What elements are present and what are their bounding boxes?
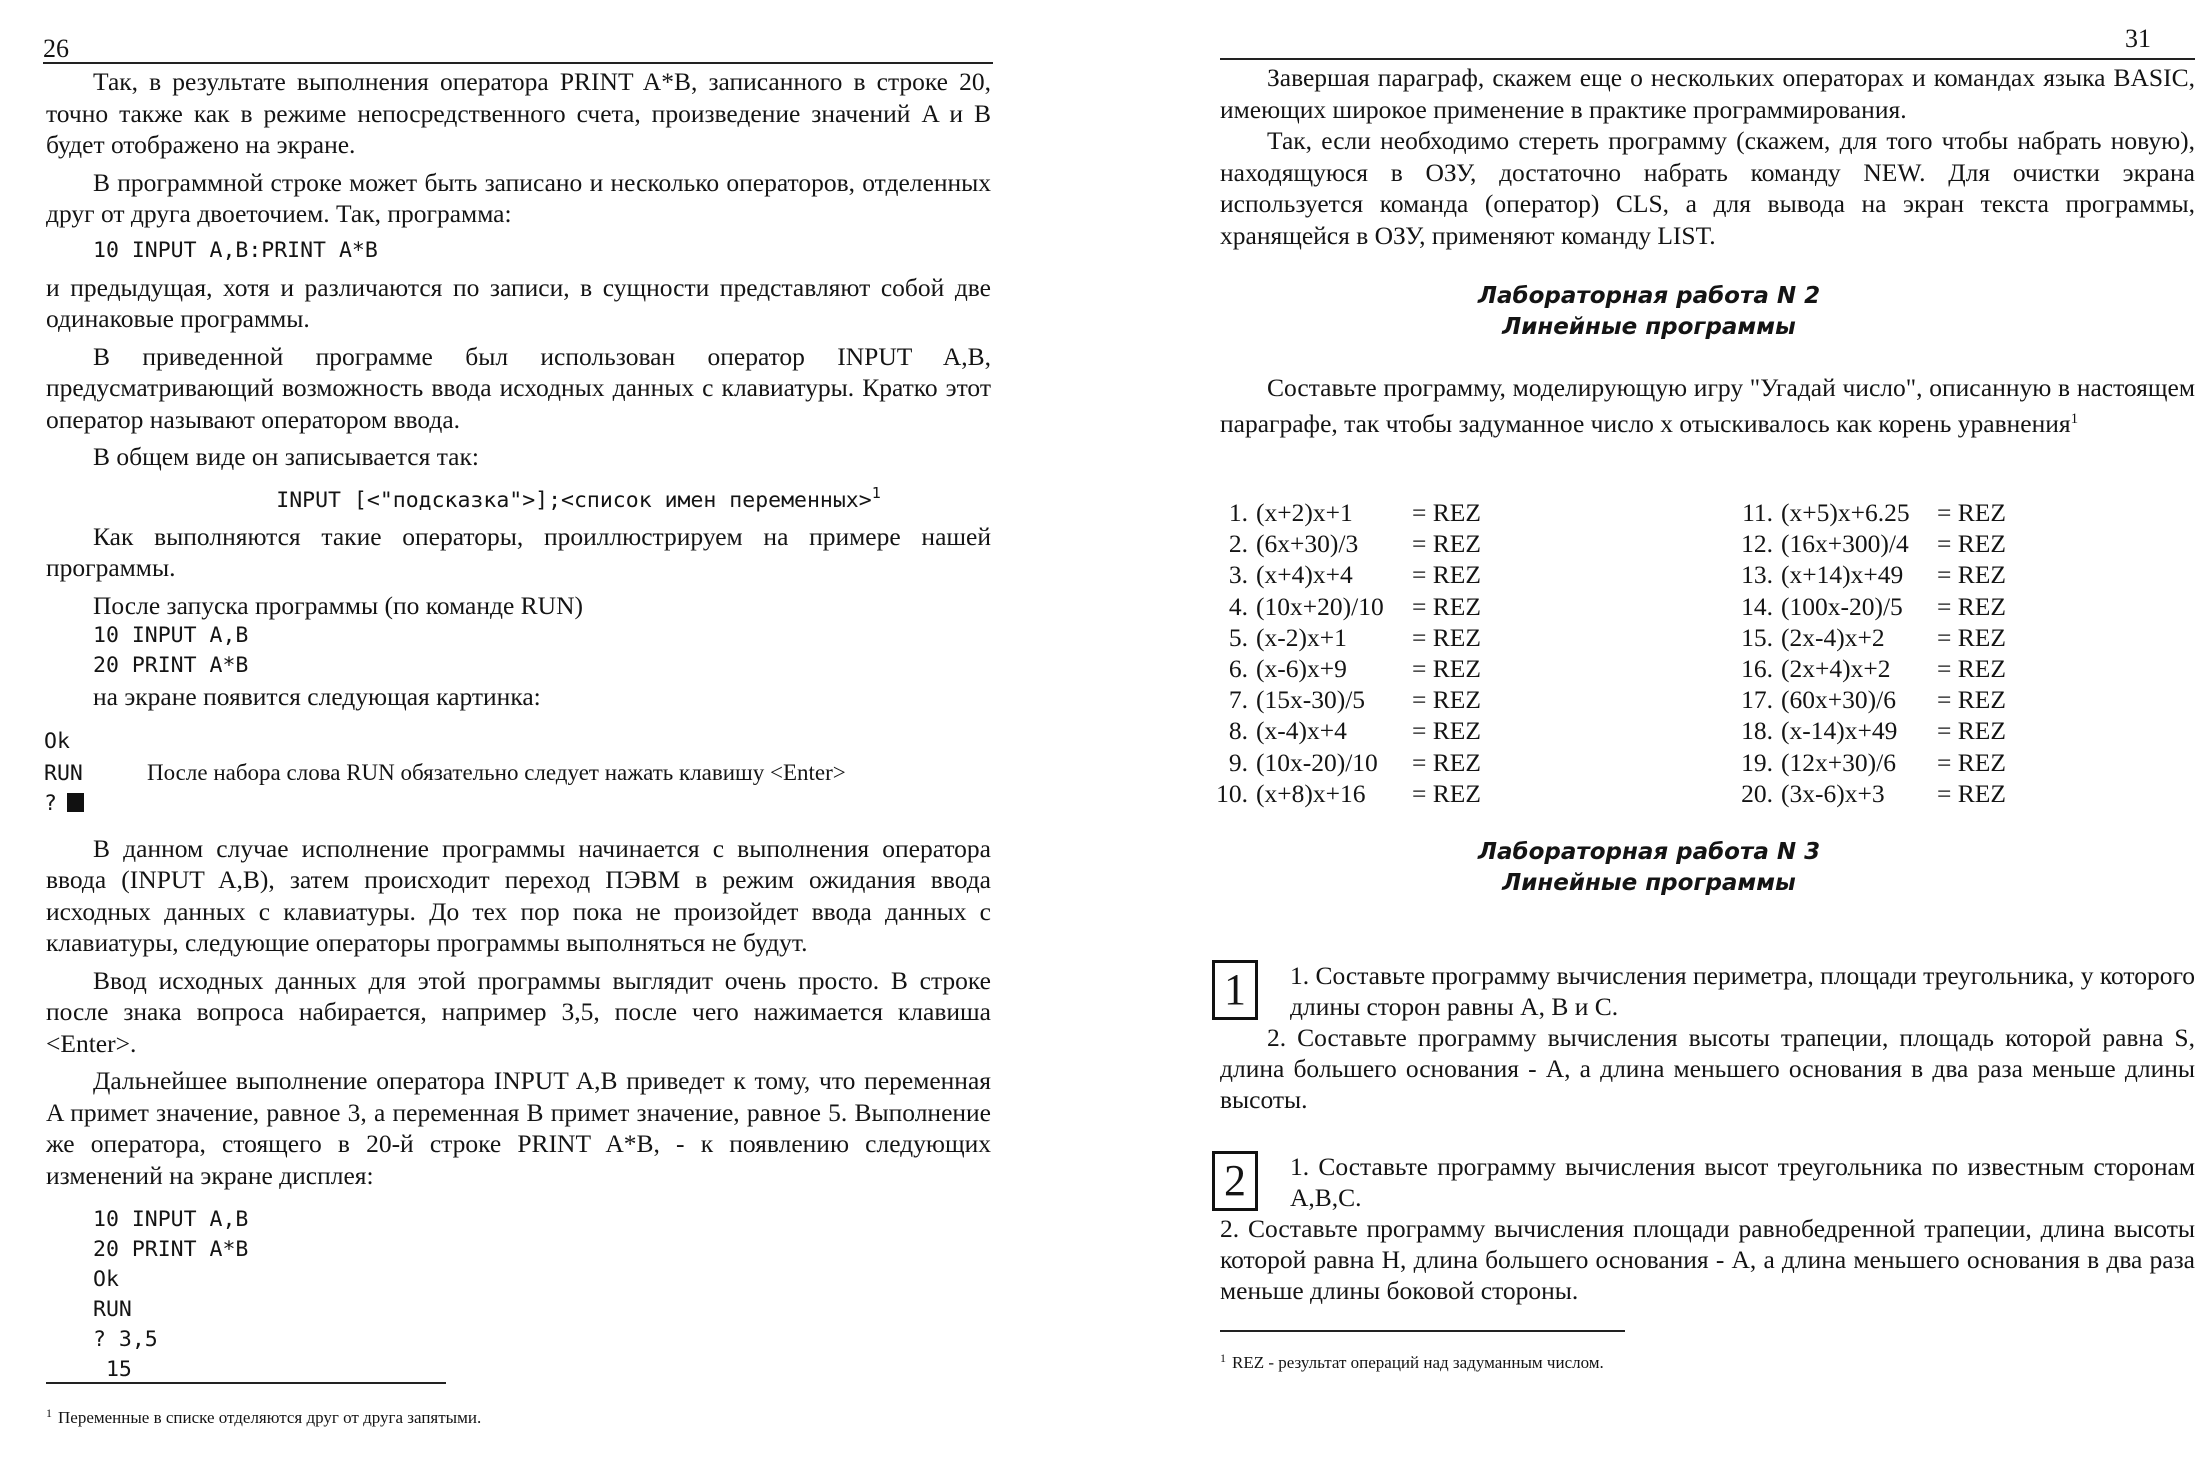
code-line: 10 INPUT A,B:PRINT A*B xyxy=(93,237,378,263)
equation-number: 8. xyxy=(1228,716,1248,746)
equation-expression: (x+14)x+49 xyxy=(1781,560,1904,590)
lab2-subtitle: Линейные программы xyxy=(1502,314,1796,340)
equation-number: 15. xyxy=(1741,622,1773,652)
equation-row xyxy=(1725,747,2006,778)
paragraph: Как выполняются такие операторы, проиллюстрируем на примере нашей программы. xyxy=(46,521,991,582)
equation-row xyxy=(1725,528,2006,559)
code-line: Ok xyxy=(93,1267,119,1292)
paragraph: Ввод исходных данных для этой программы выглядит очень просто. В строке после знака вопроса набирается, например 3,5, после чего нажимается клавиша <Enter>. xyxy=(46,965,991,1058)
code-line: 10 INPUT A,B xyxy=(93,1207,249,1232)
page-number: 31 xyxy=(2125,24,2151,53)
footnote xyxy=(1220,1347,1604,1374)
paragraph: После запуска программы (по команде RUN) xyxy=(93,590,584,620)
paragraph: В программной строке может быть записано и несколько операторов, отделенных друг от друга двоеточием. Так, программа: xyxy=(46,167,991,228)
equation-row xyxy=(1200,715,1481,746)
equation-expression: (16x+300)/4 xyxy=(1781,529,1909,559)
equation-result: = REZ xyxy=(1937,685,2006,715)
equation-expression: (x+5)x+6.25 xyxy=(1781,498,1910,527)
equation-row xyxy=(1200,497,1481,528)
equation-number: 13. xyxy=(1741,560,1773,590)
footnote-text: REZ - результат операций над задуманным числом. xyxy=(1232,1353,1604,1372)
task: 2. Составьте программу вычисления высоты трапеции, площадь которой равна S, длина большего основания - A, а длина меньшего основания в два раза меньше длины высоты. xyxy=(1220,1023,2195,1114)
paragraph: Завершая параграф, скажем еще о нескольких операторах и командах языка BASIC, имеющих широкое применение в практике программирования. xyxy=(1220,63,2195,124)
equation-expression: (x+2)x+1 xyxy=(1256,498,1353,527)
equation-row xyxy=(1200,747,1481,778)
equation-number: 1. xyxy=(1228,498,1248,527)
code-line: 20 PRINT A*B xyxy=(93,1237,249,1262)
equation-expression: (x+4)x+4 xyxy=(1256,560,1353,590)
equation-result: = REZ xyxy=(1412,654,1481,684)
equation-result: = REZ xyxy=(1412,498,1481,527)
equation-number: 19. xyxy=(1741,747,1773,777)
equation-number: 9. xyxy=(1228,747,1248,777)
equation-result: = REZ xyxy=(1412,591,1481,621)
equation-number: 3. xyxy=(1228,560,1248,590)
cursor-icon xyxy=(67,793,84,812)
lab2-heading xyxy=(1100,281,2198,343)
screen-run-row xyxy=(44,757,991,789)
equation-number: 10. xyxy=(1216,778,1248,808)
syntax-line xyxy=(46,473,991,521)
right-page xyxy=(1100,0,2198,1473)
equation-row xyxy=(1725,715,2006,746)
equation-row xyxy=(1200,528,1481,559)
lab3-subtitle: Линейные программы xyxy=(1502,870,1796,896)
equation-row xyxy=(1200,591,1481,622)
paragraph: В приведенной программе был использован оператор INPUT A,B, предусматривающий возможность ввода исходных данных с клавиатуры. Кратко этот оператор называют оператором ввода. xyxy=(46,341,991,434)
code-line: ? 3,5 xyxy=(93,1327,158,1352)
lab2-task xyxy=(1220,372,2195,439)
equation-expression: (x-14)x+49 xyxy=(1781,716,1898,746)
lab2-title: Лабораторная работа N 2 xyxy=(1477,283,1821,309)
footnote-rule xyxy=(1220,1330,1625,1332)
equation-number: 2. xyxy=(1228,529,1248,559)
equation-row xyxy=(1200,622,1481,653)
paragraph: В данном случае исполнение программы начинается с выполнения оператора ввода (INPUT A,B), затем происходит переход ПЭВМ в режим ожидания ввода исходных данных с клавиатуры. До тех пор пока не произойдет ввода данных с клавиатуры, следующие операторы программы выполняться не будут. xyxy=(46,833,991,957)
paragraph: В общем виде он записывается так: xyxy=(93,442,479,471)
footnote-text: Переменные в списке отделяются друг от друга запятыми. xyxy=(58,1408,482,1427)
equation-expression: (15x-30)/5 xyxy=(1256,685,1366,715)
equation-result: = REZ xyxy=(1937,498,2006,527)
code-line: 10 INPUT A,B xyxy=(93,623,249,648)
equation-row xyxy=(1725,497,2006,528)
equation-expression: (10x-20)/10 xyxy=(1256,747,1378,777)
equation-result: = REZ xyxy=(1412,716,1481,746)
equation-result: = REZ xyxy=(1937,654,2006,684)
header-rule xyxy=(1220,58,2195,60)
equation-result: = REZ xyxy=(1937,560,2006,590)
equation-result: = REZ xyxy=(1412,560,1481,590)
equation-expression: (x-4)x+4 xyxy=(1256,716,1347,746)
intro-text xyxy=(1220,62,2195,251)
header-rule xyxy=(43,62,993,64)
footnote xyxy=(46,1402,481,1429)
equation-row xyxy=(1200,559,1481,590)
screen-note: После набора слова RUN обязательно следует нажать клавишу <Enter> xyxy=(147,759,846,785)
lab3-title: Лабораторная работа N 3 xyxy=(1477,839,1821,865)
screen-ok: Ok xyxy=(44,728,70,754)
equation-row xyxy=(1725,778,2006,809)
equation-number: 17. xyxy=(1741,685,1773,715)
variant-number-box: 1 xyxy=(1212,960,1258,1020)
equation-expression: (x-2)x+1 xyxy=(1256,622,1347,652)
lab3-heading xyxy=(1100,837,2198,899)
page-number: 26 xyxy=(43,34,69,63)
equation-row xyxy=(1725,559,2006,590)
task: 1. Составьте программу вычисления высот треугольника по известным сторонам A,B,C. xyxy=(1290,1152,2195,1212)
equation-number: 11. xyxy=(1742,498,1773,527)
paragraph xyxy=(1220,372,2195,439)
screen-prompt: ? xyxy=(44,790,57,816)
equation-expression: (x-6)x+9 xyxy=(1256,654,1347,684)
equations-right xyxy=(1725,497,2006,809)
paragraph: на экране появится следующая картинка: xyxy=(93,682,541,711)
equation-row xyxy=(1725,684,2006,715)
equation-result: = REZ xyxy=(1412,778,1481,808)
equation-result: = REZ xyxy=(1412,622,1481,652)
equation-number: 6. xyxy=(1228,654,1248,684)
equation-number: 14. xyxy=(1741,591,1773,621)
code-line: 20 PRINT A*B xyxy=(93,653,249,678)
equation-expression: (12x+30)/6 xyxy=(1781,747,1896,777)
equation-number: 16. xyxy=(1741,654,1773,684)
equation-expression: (3x-6)x+3 xyxy=(1781,778,1885,808)
left-page-body xyxy=(46,66,991,1385)
equation-row xyxy=(1725,622,2006,653)
footnote-ref: 1 xyxy=(2070,410,2079,427)
variant1-tasks xyxy=(1220,960,2195,1115)
equation-number: 7. xyxy=(1228,685,1248,715)
code-line: RUN xyxy=(93,1297,132,1322)
paragraph: и предыдущая, хотя и различаются по записи, в сущности представляют собой две одинаковые программы. xyxy=(46,272,991,333)
equations-left xyxy=(1200,497,1481,809)
screen-run: RUN xyxy=(44,760,83,786)
equation-expression: (2x-4)x+2 xyxy=(1781,622,1885,652)
equation-result: = REZ xyxy=(1937,591,2006,621)
equation-expression: (100x-20)/5 xyxy=(1781,591,1903,621)
equation-result: = REZ xyxy=(1937,747,2006,777)
screen-illustration xyxy=(44,727,991,819)
equation-expression: (60x+30)/6 xyxy=(1781,685,1896,715)
equation-row xyxy=(1200,778,1481,809)
task: 2. Составьте программу вычисления площади равнобедренной трапеции, длина высоты которой равна H, длина большего основания - A, а длина меньшего основания в два раза меньше длины боковой стороны. xyxy=(1220,1214,2195,1305)
syntax-text: INPUT [<"подсказка">];<список имен переменных> xyxy=(276,487,872,513)
equation-number: 4. xyxy=(1228,591,1248,621)
lab2-task-text: Составьте программу, моделирующую игру "Угадай число", описанную в настоящем параграфе, так чтобы задуманное число x отыскивалось как корень уравнения xyxy=(1220,373,2195,438)
equation-row xyxy=(1200,684,1481,715)
equation-row xyxy=(1200,653,1481,684)
paragraph: Так, если необходимо стереть программу (скажем, для того чтобы набрать новую), находящуюся в ОЗУ, достаточно набрать команду NEW. Для очистки экрана используется команда (оператор) CLS, а для вывода на экран текста программы, хранящейся в ОЗУ, применяют команду LIST. xyxy=(1220,126,2195,250)
equation-result: = REZ xyxy=(1937,529,2006,559)
variant-number-box: 2 xyxy=(1212,1151,1258,1211)
equation-expression: (10x+20)/10 xyxy=(1256,591,1384,621)
equation-expression: (x+8)x+16 xyxy=(1256,778,1366,808)
equation-number: 5. xyxy=(1228,622,1248,652)
equation-row xyxy=(1725,591,2006,622)
task: 1. Составьте программу вычисления периметра, площади треугольника, у которого длины сторон равны A, B и C. xyxy=(1290,961,2196,1021)
equation-result: = REZ xyxy=(1412,529,1481,559)
equation-result: = REZ xyxy=(1412,685,1481,715)
footnote-mark: 1 xyxy=(46,1406,52,1420)
equation-number: 18. xyxy=(1741,716,1773,746)
variant2-tasks xyxy=(1220,1151,2195,1306)
paragraph: Дальнейшее выполнение оператора INPUT A,B приведет к тому, что переменная A примет значение, равное 3, а переменная B примет значение, равное 5. Выполнение же оператора, стоящего в 20-й строке PRINT A*B, - к появлению следующих изменений на экране дисплея: xyxy=(46,1066,991,1190)
equation-row xyxy=(1725,653,2006,684)
equation-result: = REZ xyxy=(1937,716,2006,746)
equation-number: 20. xyxy=(1741,778,1773,808)
equation-expression: (6x+30)/3 xyxy=(1256,529,1359,559)
equation-result: = REZ xyxy=(1937,778,2006,808)
equation-number: 12. xyxy=(1741,529,1773,559)
footnote-ref: 1 xyxy=(871,483,881,502)
equation-expression: (2x+4)x+2 xyxy=(1781,654,1891,684)
equation-result: = REZ xyxy=(1937,622,2006,652)
screen-prompt-row xyxy=(44,789,991,819)
footnote-mark: 1 xyxy=(1220,1351,1226,1365)
code-line: 15 xyxy=(93,1357,132,1382)
footnote-rule xyxy=(46,1382,446,1384)
equation-result: = REZ xyxy=(1412,747,1481,777)
paragraph: Так, в результате выполнения оператора PRINT A*B, записанного в строке 20, точно также как в режиме непосредственного счета, произведение значений A и B будет отображено на экране. xyxy=(46,67,991,159)
